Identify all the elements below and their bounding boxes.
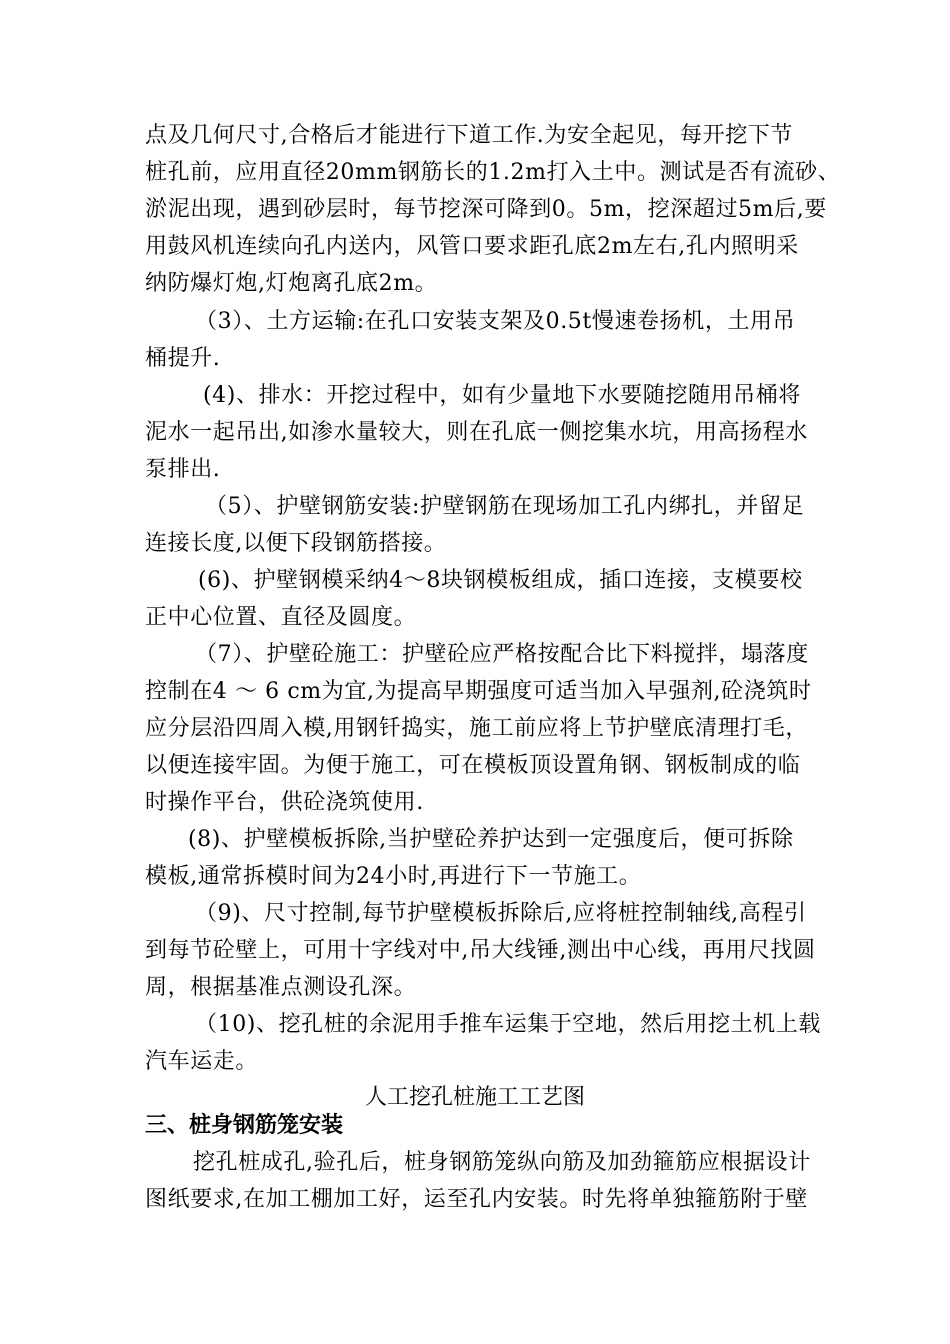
body-text-line: 用鼓风机连续向孔内送内，风管口要求距孔底2m左右,孔内照明采 <box>145 234 799 259</box>
body-text-line: 图纸要求,在加工棚加工好，运至孔内安装。时先将单独箍筋附于壁 <box>145 1187 808 1212</box>
paragraph-item-9: （9)、尺寸控制,每节护壁模板拆除后,应将桩控制轴线,高程引 <box>195 901 807 926</box>
body-text-line: 连接长度,以便下段钢筋搭接。 <box>145 531 447 556</box>
body-text-line: 桩孔前，应用直径20mm钢筋长的1.2m打入土中。测试是否有流砂、 <box>145 160 841 185</box>
figure-caption: 人工挖孔桩施工工艺图 <box>364 1085 585 1110</box>
body-text-line: 点及几何尺寸,合格后才能进行下道工作.为安全起见，每开挖下节 <box>145 123 793 148</box>
body-text-line: 淤泥出现，遇到砂层时，每节挖深可降到0。5m，挖深超过5m后,要 <box>145 197 827 222</box>
body-text-line: 应分层沿四周入模,用钢钎捣实，施工前应将上节护壁底清理打毛， <box>145 716 808 741</box>
paragraph-item-10: （10)、挖孔桩的余泥用手推车运集于空地，然后用挖土机上载 <box>195 1012 821 1037</box>
paragraph-item-8: (8)、护壁模板拆除,当护壁砼养护达到一定强度后，便可拆除 <box>188 827 794 852</box>
body-text-line: 挖孔桩成孔,验孔后，桩身钢筋笼纵向筋及加劲箍筋应根据设计 <box>193 1150 811 1175</box>
body-text-line: 控制在4 ～ 6 cm为宜,为提高早期强度可适当加入早强剂,砼浇筑时 <box>145 679 812 704</box>
paragraph-item-5: （5）、护壁钢筋安装:护壁钢筋在现场加工孔内绑扎，并留足 <box>205 494 805 519</box>
paragraph-item-7: （7）、护壁砼施工：护壁砼应严格按配合比下料搅拌，塌落度 <box>195 642 809 667</box>
body-text-line: 到每节砼壁上，可用十字线对中,吊大线锤,测出中心线，再用尺找圆 <box>145 938 816 963</box>
body-text-line: 桶提升. <box>145 346 221 371</box>
body-text-line: 纳防爆灯炮,灯炮离孔底2m。 <box>145 271 438 296</box>
body-text-line: 正中心位置、直径及圆度。 <box>145 605 417 630</box>
body-text-line: 以便连接牢固。为便于施工，可在模板顶设置角钢、钢板制成的临 <box>145 753 801 778</box>
paragraph-item-3: （3）、土方运输:在孔口安装支架及0.5t慢速卷扬机，土用吊 <box>195 309 796 334</box>
body-text-line: 汽车运走。 <box>145 1049 259 1074</box>
body-text-line: 时操作平台，供砼浇筑使用. <box>145 790 424 815</box>
paragraph-item-4: (4)、排水：开挖过程中，如有少量地下水要随挖随用吊桶将 <box>203 383 801 408</box>
body-text-line: 泥水一起吊出,如渗水量较大，则在孔底一侧挖集水坑，用高扬程水 <box>145 420 808 445</box>
body-text-line: 周，根据基准点测设孔深。 <box>145 975 417 1000</box>
body-text-line: 模板,通常拆模时间为24小时,再进行下一节施工。 <box>145 864 642 889</box>
body-text-line: 泵排出. <box>145 457 221 482</box>
section-heading: 三、桩身钢筋笼安装 <box>145 1113 344 1138</box>
paragraph-item-6: (6)、护壁钢模采纳4～8块钢模板组成，插口连接，支模要校 <box>198 568 803 593</box>
